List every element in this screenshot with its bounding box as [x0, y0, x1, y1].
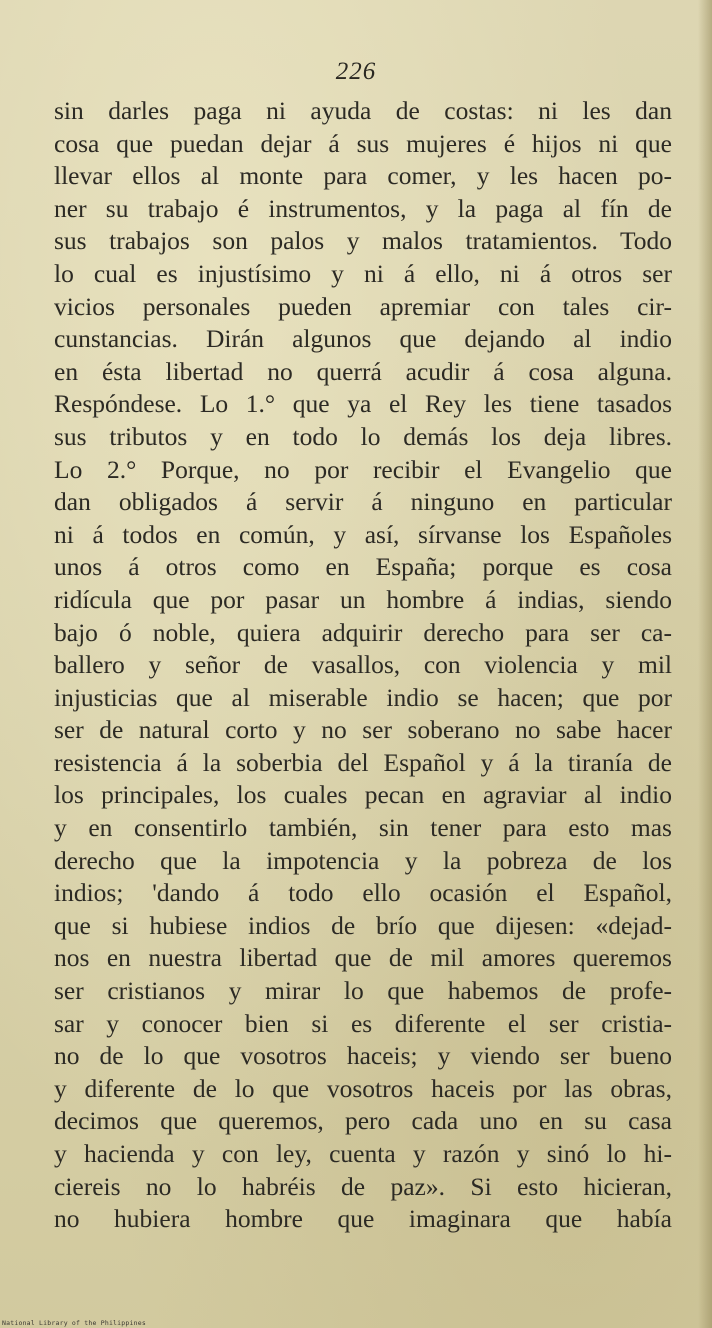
- text-line: dan obligados á servir á ninguno en particular: [54, 487, 672, 517]
- text-line: cosa que puedan dejar á sus mujeres é hijos ni que: [54, 128, 672, 158]
- text-line: en ésta libertad no querrá acudir á cosa alguna.: [54, 356, 672, 386]
- text-line: lo cual es injustísimo y ni á ello, ni á otros ser: [54, 258, 672, 288]
- text-line: sin darles paga ni ayuda de costas: ni les dan: [54, 96, 672, 125]
- text-line: los principales, los cuales pecan en agraviar al indio: [54, 780, 672, 810]
- body-text: [54, 95, 672, 1236]
- text-line: decimos que queremos, pero cada uno en su casa: [54, 1106, 672, 1136]
- text-line: cunstancias. Dirán algunos que dejando al indio: [54, 324, 672, 354]
- text-line: sar y conocer bien si es diferente el ser cristia-: [54, 1008, 672, 1038]
- text-line: ciereis no lo habréis de paz». Si esto hicieran,: [54, 1171, 672, 1201]
- text-line: no de lo que vosotros haceis; y viendo ser bueno: [54, 1041, 672, 1071]
- text-line: ser cristianos y mirar lo que habemos de profe-: [54, 976, 672, 1006]
- text-line: resistencia á la soberbia del Español y á la tiranía de: [54, 747, 672, 777]
- text-line: sus trabajos son palos y malos tratamientos. Todo: [54, 226, 672, 256]
- text-line: vicios personales pueden apremiar con tales cir-: [54, 291, 672, 321]
- text-line: injusticias que al miserable indio se hacen; que por: [54, 682, 672, 712]
- text-line: nos en nuestra libertad que de mil amores queremos: [54, 943, 672, 973]
- text-line: y en consentirlo también, sin tener para esto mas: [54, 813, 672, 843]
- text-line: unos á otros como en España; porque es cosa: [54, 552, 672, 582]
- text-line: ser de natural corto y no ser soberano no sabe hacer: [54, 715, 672, 745]
- text-line: bajo ó noble, quiera adquirir derecho para ser ca-: [54, 617, 672, 647]
- library-credit: National Library of the Philippines: [2, 1319, 146, 1327]
- text-line: ballero y señor de vasallos, con violencia y mil: [54, 650, 672, 680]
- text-line: no hubiera hombre que imaginara que había: [54, 1204, 672, 1234]
- text-line: llevar ellos al monte para comer, y les hacen po-: [54, 161, 672, 191]
- text-line: y hacienda y con ley, cuenta y razón y sinó lo hi-: [54, 1139, 672, 1168]
- text-line: ridícula que por pasar un hombre á indias, siendo: [54, 584, 672, 614]
- text-line: que si hubiese indios de brío que dijesen: «dejad-: [54, 910, 672, 940]
- text-line: ner su trabajo é instrumentos, y la paga al fín de: [54, 193, 672, 223]
- text-line: y diferente de lo que vosotros haceis por las obras,: [54, 1073, 672, 1103]
- text-line: Respóndese. Lo 1.° que ya el Rey les tiene tasados: [54, 389, 672, 419]
- text-line: derecho que la impotencia y la pobreza de los: [54, 845, 672, 875]
- text-line: ni á todos en común, y así, sírvanse los Españoles: [54, 519, 672, 549]
- page-edge-shadow: [698, 0, 712, 1328]
- text-line: indios; 'dando á todo ello ocasión el Español,: [54, 878, 672, 908]
- text-line: Lo 2.° Porque, no por recibir el Evangelio que: [54, 454, 672, 484]
- text-line: sus tributos y en todo lo demás los deja libres.: [54, 421, 672, 451]
- page-number: 226: [335, 58, 377, 85]
